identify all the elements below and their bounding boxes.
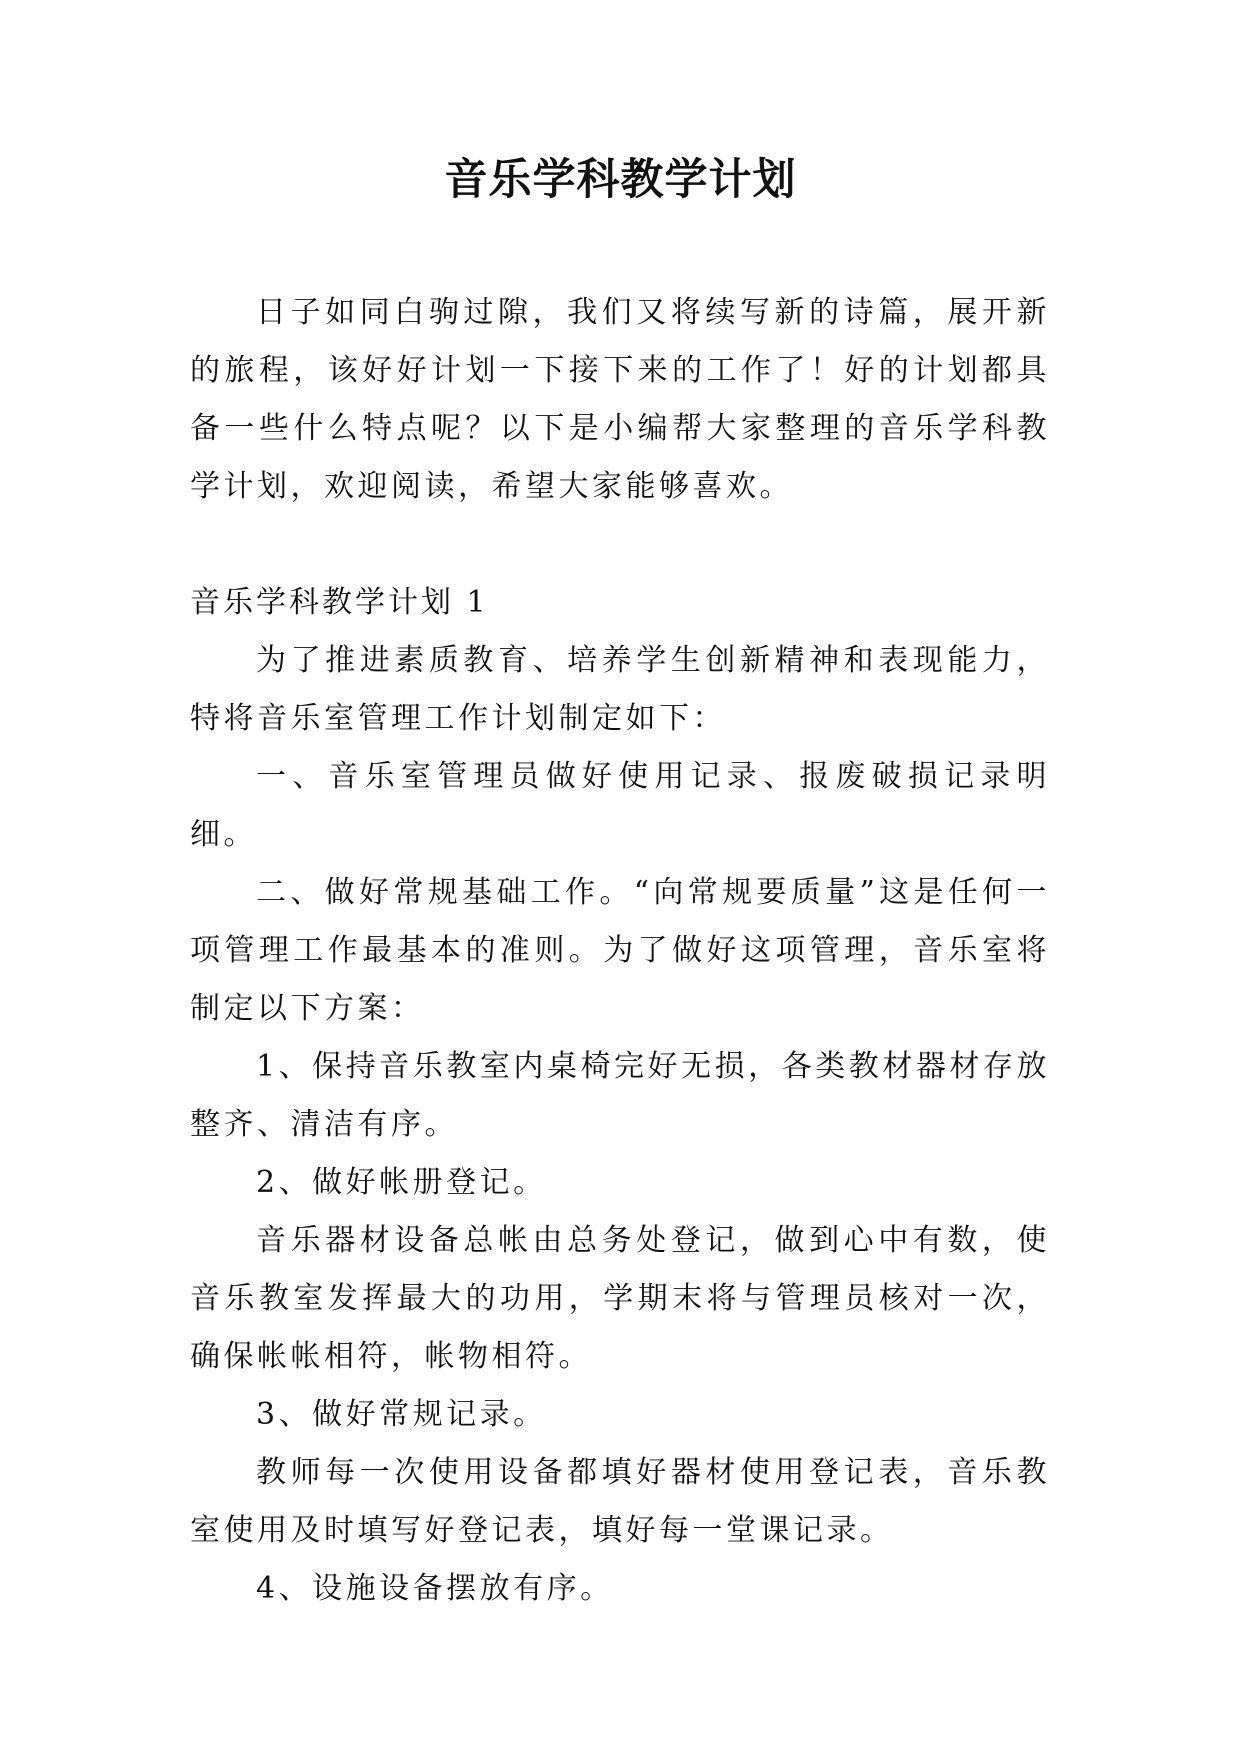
paragraph-item-one: 一、音乐室管理员做好使用记录、报废破损记录明细。 xyxy=(190,759,1050,852)
intro-paragraph: 日子如同白驹过隙，我们又将续写新的诗篇，展开新的旅程，该好好计划一下接下来的工作了！好的计划都具备一些什么特点呢？以下是小编帮大家整理的音乐学科教学计划，欢迎阅读，希望大家能够喜欢。 xyxy=(190,295,1050,504)
paragraph-point-3-detail: 教师每一次使用设备都填好器材使用登记表，音乐教室使用及时填写好登记表，填好每一堂课记录。 xyxy=(190,1455,1050,1548)
paragraph-point-1: 1、保持音乐教室内桌椅完好无损，各类教材器材存放整齐、清洁有序。 xyxy=(190,1049,1050,1142)
paragraph-point-2: 2、做好帐册登记。 xyxy=(256,1165,547,1200)
paragraph-point-4: 4、设施设备摆放有序。 xyxy=(256,1571,614,1606)
paragraph-item-two: 二、做好常规基础工作。“向常规要质量”这是任何一项管理工作最基本的准则。为了做好这项管理，音乐室将制定以下方案： xyxy=(190,875,1050,1026)
paragraph-purpose: 为了推进素质教育、培养学生创新精神和表现能力，特将音乐室管理工作计划制定如下： xyxy=(190,643,1050,736)
document-body xyxy=(190,284,1050,1618)
paragraph-point-2-detail: 音乐器材设备总帐由总务处登记，做到心中有数，使音乐教室发挥最大的功用，学期末将与管理员核对一次，确保帐帐相符，帐物相符。 xyxy=(190,1223,1050,1374)
document-title: 音乐学科教学计划 xyxy=(444,155,797,205)
section-heading: 音乐学科教学计划 1 xyxy=(190,585,489,620)
paragraph-point-3: 3、做好常规记录。 xyxy=(256,1397,547,1432)
